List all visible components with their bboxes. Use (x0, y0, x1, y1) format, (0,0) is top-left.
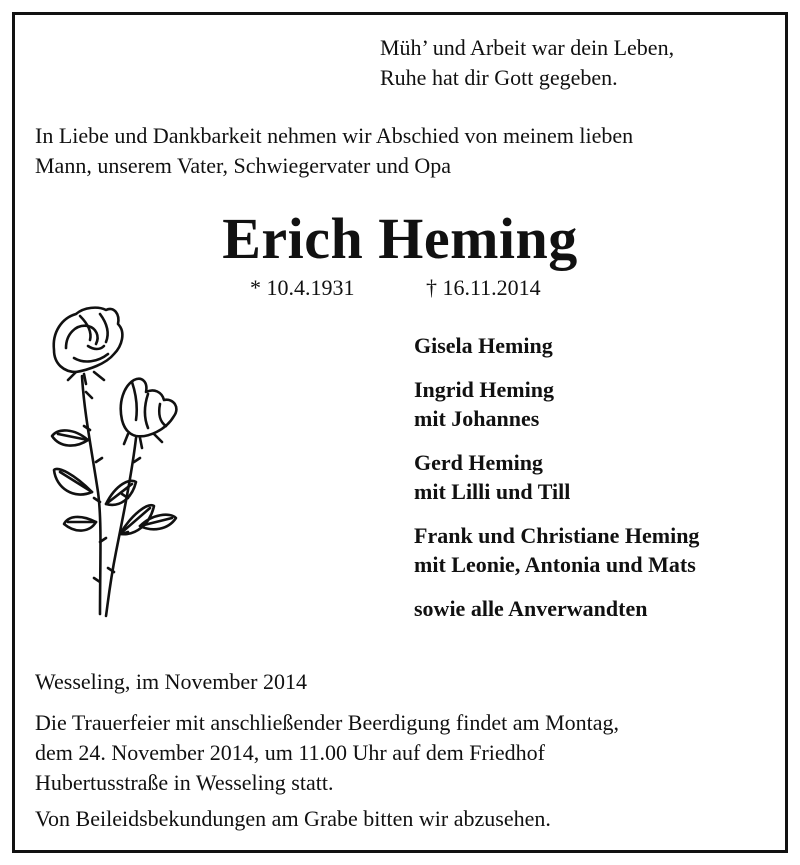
mourner-name: Frank und Christiane Heming (414, 523, 700, 548)
mourners-list (414, 331, 699, 623)
mourner-group (414, 448, 699, 506)
mourner-group (414, 521, 699, 579)
poem-line: Müh’ und Arbeit war dein Leben, (380, 35, 675, 60)
intro-line: In Liebe und Dankbarkeit nehmen wir Abschied von meinem lieben (35, 123, 634, 148)
mourner-name: Gerd Heming (414, 450, 543, 475)
funeral-notice (35, 708, 619, 798)
mourner-group (414, 331, 699, 360)
relatives-line: sowie alle Anverwandten (414, 596, 648, 621)
funeral-line: Hubertusstraße in Wesseling statt. (35, 770, 334, 795)
funeral-line: dem 24. November 2014, um 11.00 Uhr auf dem Friedhof (35, 740, 545, 765)
deceased-name: Erich Heming (222, 206, 578, 271)
rose-icon (44, 302, 204, 624)
mourner-companions: mit Johannes (414, 406, 540, 431)
birth-date: * 10.4.1931 (250, 275, 355, 300)
mourner-name: Ingrid Heming (414, 377, 554, 402)
intro-line: Mann, unserem Vater, Schwiegervater und Opa (35, 153, 451, 178)
poem-verse (380, 33, 674, 93)
poem-line: Ruhe hat dir Gott gegeben. (380, 65, 618, 90)
death-date: † 16.11.2014 (426, 275, 541, 300)
intro-text (35, 121, 633, 181)
mourner-name: Gisela Heming (414, 333, 553, 358)
mourner-companions: mit Lilli und Till (414, 479, 571, 504)
mourner-companions: mit Leonie, Antonia und Mats (414, 552, 696, 577)
mourner-group (414, 375, 699, 433)
funeral-line: Die Trauerfeier mit anschließender Beerdigung findet am Montag, (35, 710, 620, 735)
place-date: Wesseling, im November 2014 (35, 669, 307, 694)
closing-note: Von Beileidsbekundungen am Grabe bitten wir abzusehen. (35, 806, 551, 831)
